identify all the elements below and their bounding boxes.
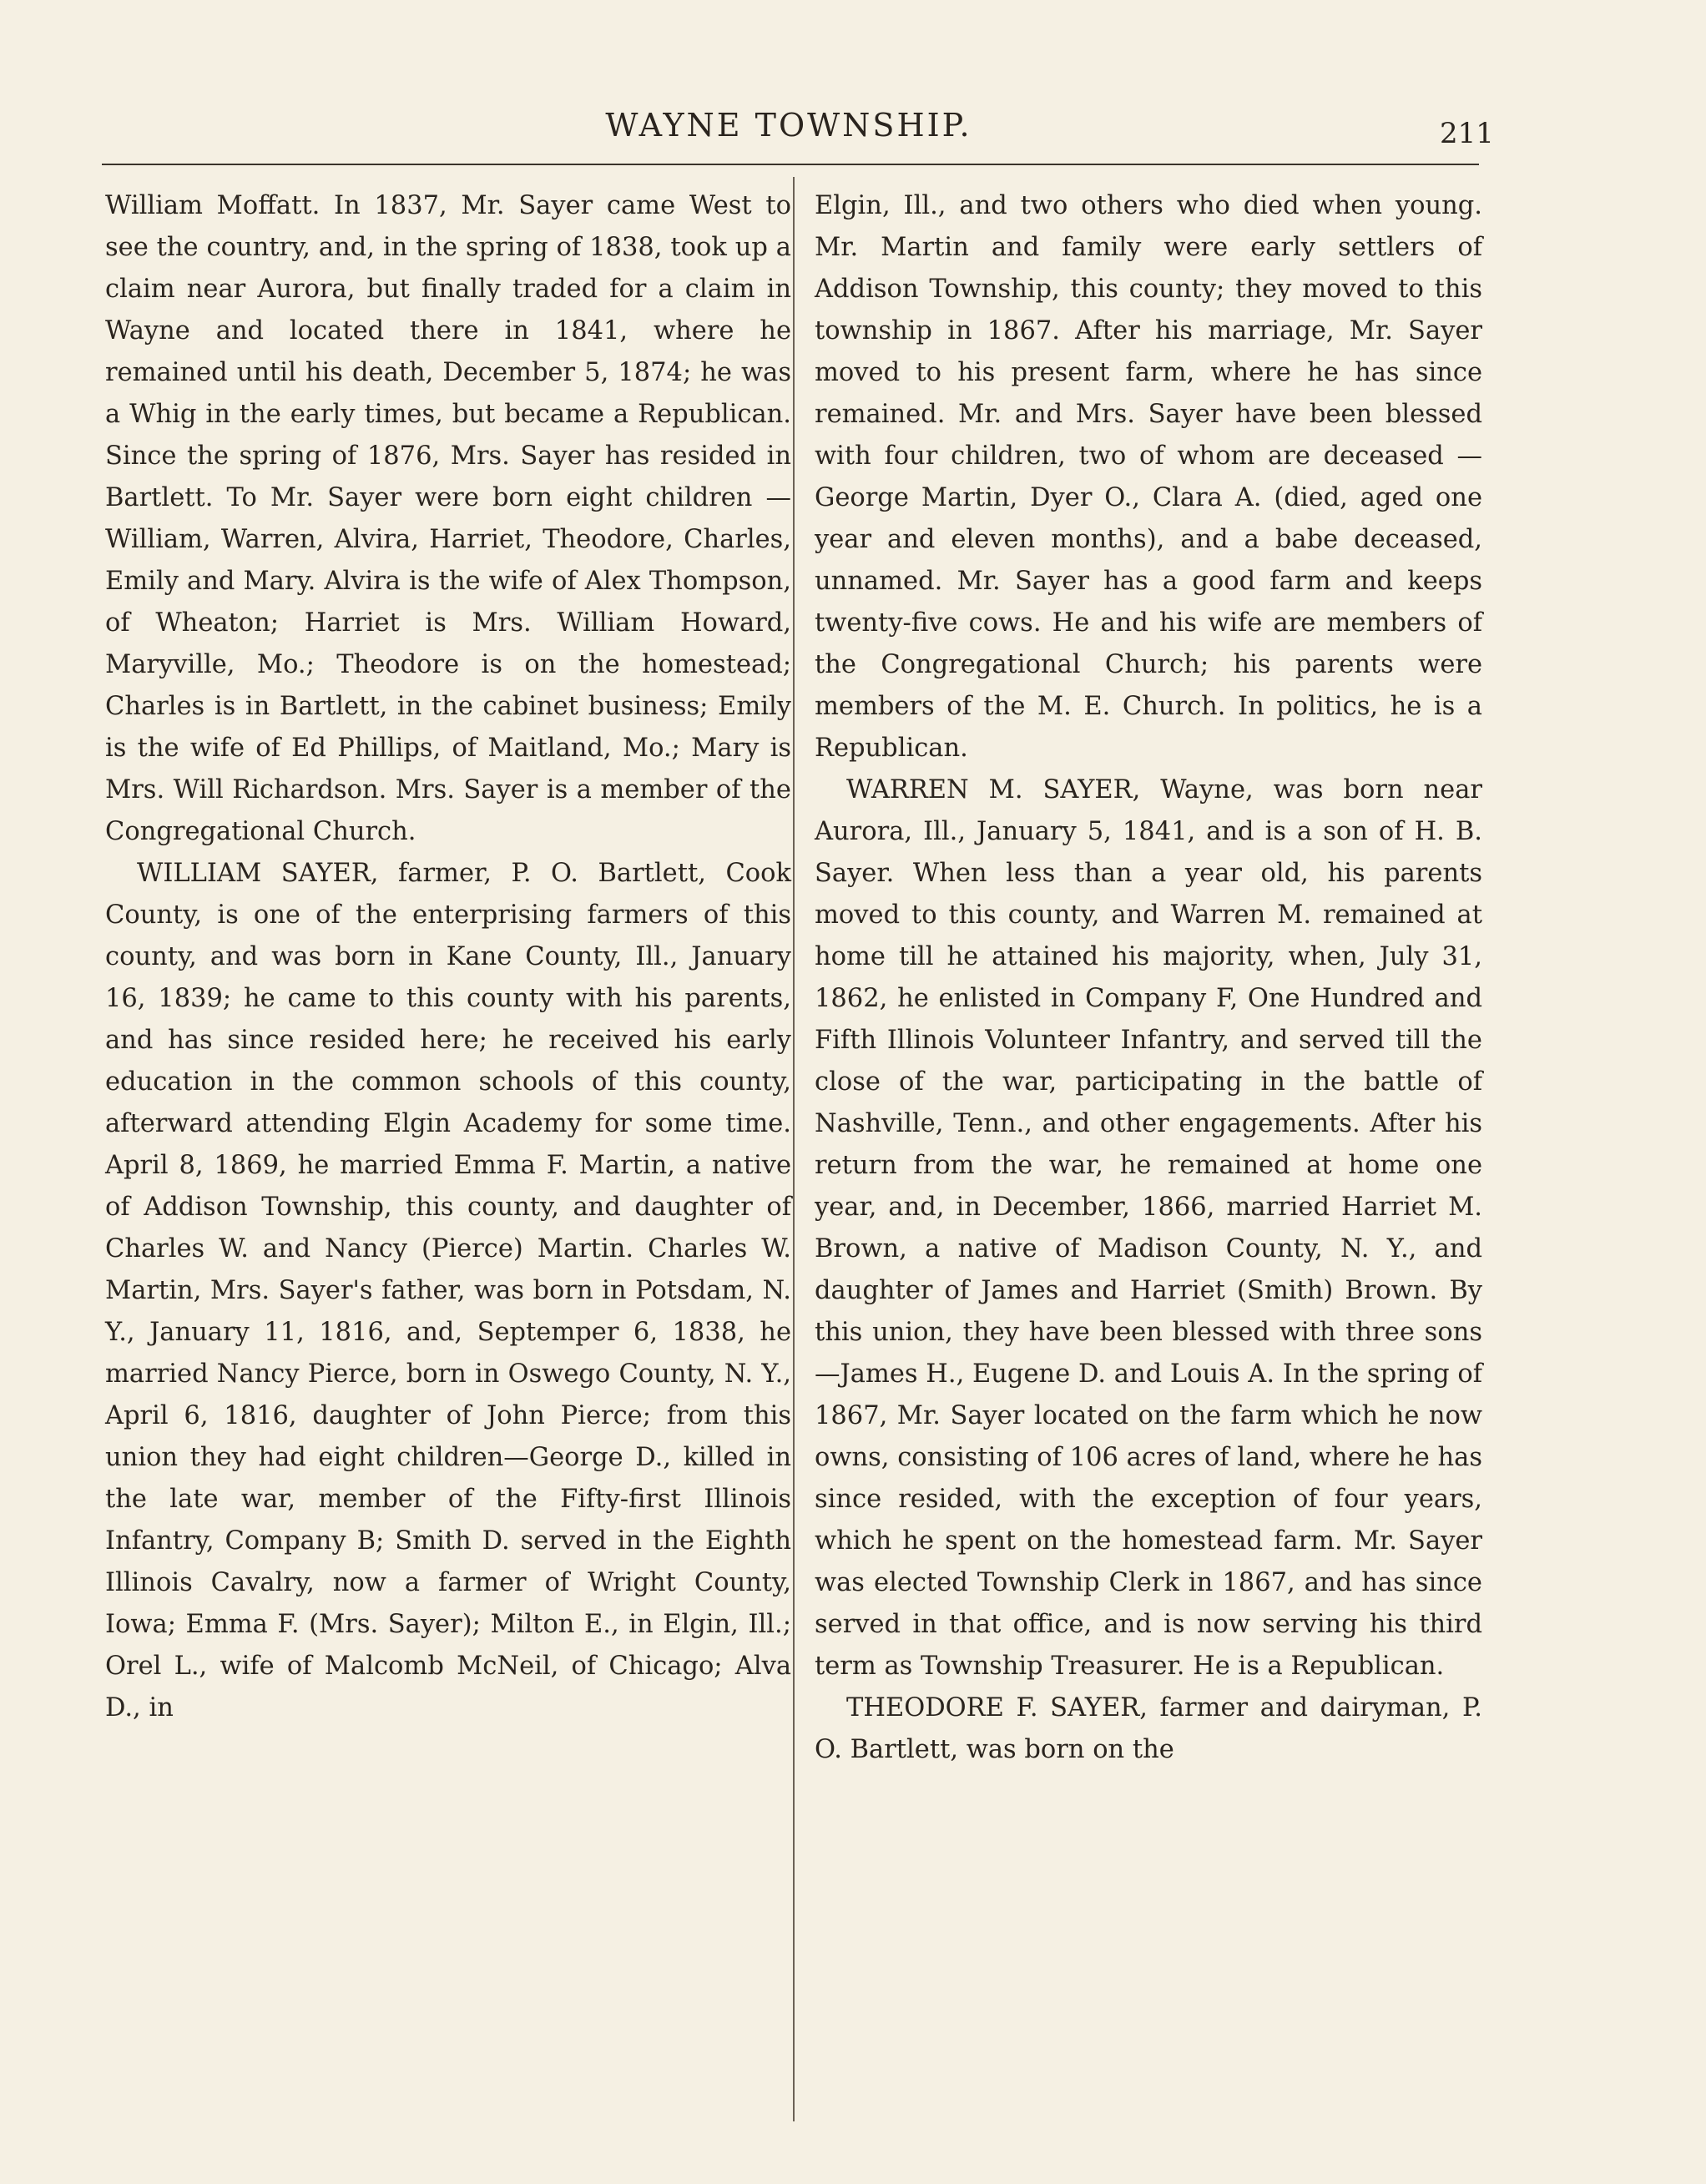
paragraph-martin-family: Elgin, Ill., and two others who died when young. Mr. Martin and family were early settlers of Addison Township, this county; they moved to this township in 1867. After his marriage, Mr. Sayer moved to his present farm, where he has since remained. Mr. and Mrs. Sayer have been blessed with four children, two of whom are deceased — George Martin, Dyer O., Clara A. (died, aged one year and eleven months), and a babe deceased, unnamed. Mr. Sayer has a good farm and keeps twenty-five cows. He and his wife are members of the Congregational Church; his parents were members of the M. E. Church. In politics, he is a Republican. bbox=[815, 191, 1482, 763]
running-head: WAYNE TOWNSHIP. bbox=[605, 107, 972, 144]
page-number: 211 bbox=[1440, 117, 1494, 150]
header-rule bbox=[102, 164, 1479, 165]
right-column bbox=[815, 185, 1482, 1771]
column-divider bbox=[793, 177, 795, 2121]
paragraph-warren-sayer: WARREN M. SAYER, Wayne, was born near Aurora, Ill., January 5, 1841, and is a son of H. B. Sayer. When less than a year old, his parents moved to this county, and Warren M. remained at home till he attained his majority, when, July 31, 1862, he enlisted in Company F, One Hundred and Fifth Illinois Volunteer Infantry, and served till the close of the war, participating in the battle of Nashville, Tenn., and other engagements. After his return from the war, he remained at home one year, and, in December, 1866, married Harriet M. Brown, a native of Madison County, N. Y., and daughter of James and Harriet (Smith) Brown. By this union, they have been blessed with three sons—James H., Eugene D. and Louis A. In the spring of 1867, Mr. Sayer located on the farm which he now owns, consisting of 106 acres of land, where he has since resided, with the exception of four years, which he spent on the homestead farm. Mr. Sayer was elected Township Clerk in 1867, and has since served in that office, and is now serving his third term as Township Treasurer. He is a Republican. bbox=[815, 775, 1482, 1681]
left-column bbox=[105, 185, 791, 1729]
paragraph-william-sayer: WILLIAM SAYER, farmer, P. O. Bartlett, Cook County, is one of the enterprising farmers of this county, and was born in Kane County, Ill., January 16, 1839; he came to this county with his parents, and has since resided here; he received his early education in the common schools of this county, afterward attending Elgin Academy for some time. April 8, 1869, he married Emma F. Martin, a native of Addison Township, this county, and daughter of Charles W. and Nancy (Pierce) Martin. Charles W. Martin, Mrs. Sayer's father, was born in Potsdam, N. Y., January 11, 1816, and, Septemper 6, 1838, he married Nancy Pierce, born in Oswego County, N. Y., April 6, 1816, daughter of John Pierce; from this union they had eight children—George D., killed in the late war, member of the Fifty-first Illinois Infantry, Company B; Smith D. served in the Eighth Illinois Cavalry, now a farmer of Wright County, Iowa; Emma F. (Mrs. Sayer); Milton E., in Elgin, Ill.; Orel L., wife of Malcomb McNeil, of Chicago; Alva D., in bbox=[105, 859, 791, 1722]
paragraph-theodore-sayer: THEODORE F. SAYER, farmer and dairyman, P. O. Bartlett, was born on the bbox=[815, 1693, 1482, 1764]
paragraph-sayer-family: William Moffatt. In 1837, Mr. Sayer came West to see the country, and, in the spring of 1838, took up a claim near Aurora, but finally traded for a claim in Wayne and located there in 1841, where he remained until his death, December 5, 1874; he was a Whig in the early times, but became a Republican. Since the spring of 1876, Mrs. Sayer has resided in Bartlett. To Mr. Sayer were born eight children — William, Warren, Alvira, Harriet, Theodore, Charles, Emily and Mary. Alvira is the wife of Alex Thompson, of Wheaton; Harriet is Mrs. William Howard, Maryville, Mo.; Theodore is on the homestead; Charles is in Bartlett, in the cabinet business; Emily is the wife of Ed Phillips, of Maitland, Mo.; Mary is Mrs. Will Richardson. Mrs. Sayer is a member of the Congregational Church. bbox=[105, 191, 791, 846]
